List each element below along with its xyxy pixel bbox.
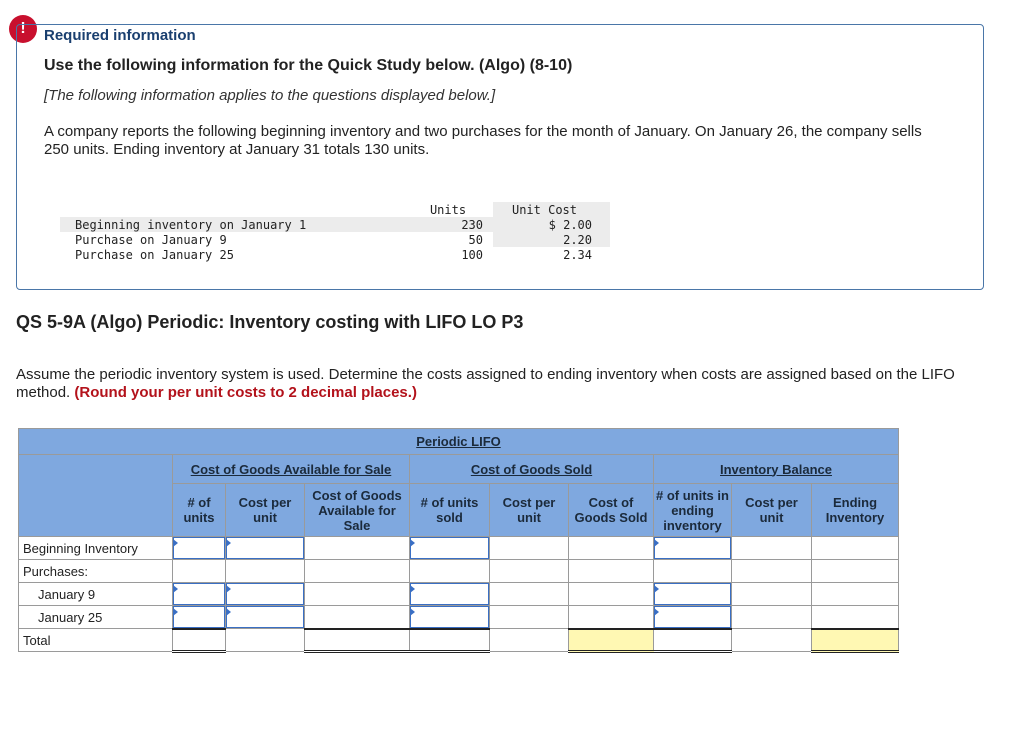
instruction-note: (Round your per unit costs to 2 decimal places.) [74, 384, 417, 401]
col-header: Ending Inventory [812, 484, 899, 537]
table-row-total [19, 629, 899, 652]
group-available: Cost of Goods Available for Sale [173, 455, 410, 484]
cost-per-unit-sold-cell [490, 583, 569, 606]
info-subheading: [The following information applies to the questions displayed below.] [44, 87, 496, 104]
row-label: January 25 [19, 606, 173, 629]
cost-per-unit-ending-cell [732, 583, 812, 606]
row-label-header [19, 455, 173, 537]
col-header: Cost per unit [226, 484, 305, 537]
ending-inventory-cell [812, 560, 899, 583]
cost-per-unit-ending-cell [732, 537, 812, 560]
cost-available-cell [305, 560, 410, 583]
units-ending-input[interactable] [654, 583, 732, 606]
total-units-ending-cell [654, 629, 732, 652]
lifo-worksheet [18, 428, 899, 653]
data-table-header-blank [60, 202, 409, 217]
cost-per-unit-sold-cell [490, 560, 569, 583]
ending-inventory-cell [812, 606, 899, 629]
col-header: # of units sold [410, 484, 490, 537]
table-row [19, 560, 899, 583]
units-available-cell [173, 560, 226, 583]
cost-sold-cell [569, 606, 654, 629]
cost-available-cell [305, 606, 410, 629]
total-ending-inventory-cell[interactable] [812, 629, 899, 652]
question-title: QS 5-9A (Algo) Periodic: Inventory costing with LIFO LO P3 [16, 312, 524, 332]
table-row [19, 537, 899, 560]
ending-inventory-cell [812, 537, 899, 560]
units-sold-input[interactable] [410, 606, 490, 629]
units-ending-input[interactable] [654, 537, 732, 560]
group-sold: Cost of Goods Sold [410, 455, 654, 484]
units-available-input[interactable] [173, 537, 226, 560]
total-cost-sold-cell[interactable] [569, 629, 654, 652]
data-row-label: Purchase on January 9 [75, 232, 227, 247]
alert-icon: ! [9, 15, 37, 43]
units-sold-input[interactable] [410, 537, 490, 560]
row-label: Purchases: [19, 560, 173, 583]
data-row-units: 230 [409, 217, 493, 232]
cost-per-unit-available-input[interactable] [226, 606, 305, 629]
cost-per-unit-sold-cell [490, 537, 569, 560]
data-row-label: Purchase on January 25 [75, 247, 234, 262]
col-header: # of units in ending inventory [654, 484, 732, 537]
instruction-text: Assume the periodic inventory system is used. Determine the costs assigned to ending inventory when costs are assigned based on the LIFO method. [16, 366, 955, 401]
total-cost-available-cell [305, 629, 410, 652]
question-instruction [16, 366, 996, 402]
info-body-text: A company reports the following beginning inventory and two purchases for the month of January. On January 26, the company sells 250 units. Ending inventory at January 31 totals 130 units. [44, 123, 922, 158]
total-blank-cell [490, 629, 569, 652]
data-table-header-unit-cost: Unit Cost [493, 202, 610, 217]
cost-sold-cell [569, 583, 654, 606]
data-row-cost: 2.20 [493, 232, 610, 247]
data-row-units: 50 [468, 232, 483, 247]
data-row-cost: 2.34 [563, 247, 592, 262]
data-table-header-units: Units [429, 202, 467, 217]
units-ending-cell [654, 560, 732, 583]
cost-per-unit-available-cell [226, 560, 305, 583]
units-available-input[interactable] [173, 606, 226, 629]
cost-per-unit-available-input[interactable] [226, 583, 305, 606]
data-row-units: 100 [461, 247, 483, 262]
units-sold-input[interactable] [410, 583, 490, 606]
total-blank-cell [226, 629, 305, 652]
col-header: Cost of Goods Available for Sale [305, 484, 410, 537]
required-information-title: Required information [44, 27, 196, 44]
units-ending-input[interactable] [654, 606, 732, 629]
total-units-sold-cell [410, 629, 490, 652]
units-available-input[interactable] [173, 583, 226, 606]
data-row-label: Beginning inventory on January 1 [60, 217, 409, 232]
cost-available-cell [305, 583, 410, 606]
cost-per-unit-sold-cell [490, 606, 569, 629]
col-header: Cost per unit [490, 484, 569, 537]
total-units-available-cell [173, 629, 226, 652]
inventory-data-table [60, 202, 610, 262]
table-row [19, 606, 899, 629]
table-row [19, 583, 899, 606]
cost-per-unit-ending-cell [732, 560, 812, 583]
cost-sold-cell [569, 560, 654, 583]
col-header: Cost of Goods Sold [569, 484, 654, 537]
cost-sold-cell [569, 537, 654, 560]
group-balance: Inventory Balance [654, 455, 899, 484]
row-label: January 9 [19, 583, 173, 606]
col-header: Cost per unit [732, 484, 812, 537]
row-label: Total [19, 629, 173, 652]
cost-available-cell [305, 537, 410, 560]
cost-per-unit-ending-cell [732, 606, 812, 629]
row-label: Beginning Inventory [19, 537, 173, 560]
worksheet-title: Periodic LIFO [19, 429, 899, 455]
cost-per-unit-available-input[interactable] [226, 537, 305, 560]
units-sold-cell [410, 560, 490, 583]
ending-inventory-cell [812, 583, 899, 606]
info-heading: Use the following information for the Quick Study below. (Algo) (8-10) [44, 57, 573, 74]
col-header: # of units [173, 484, 226, 537]
data-row-cost: $ 2.00 [493, 217, 610, 232]
total-blank-cell [732, 629, 812, 652]
